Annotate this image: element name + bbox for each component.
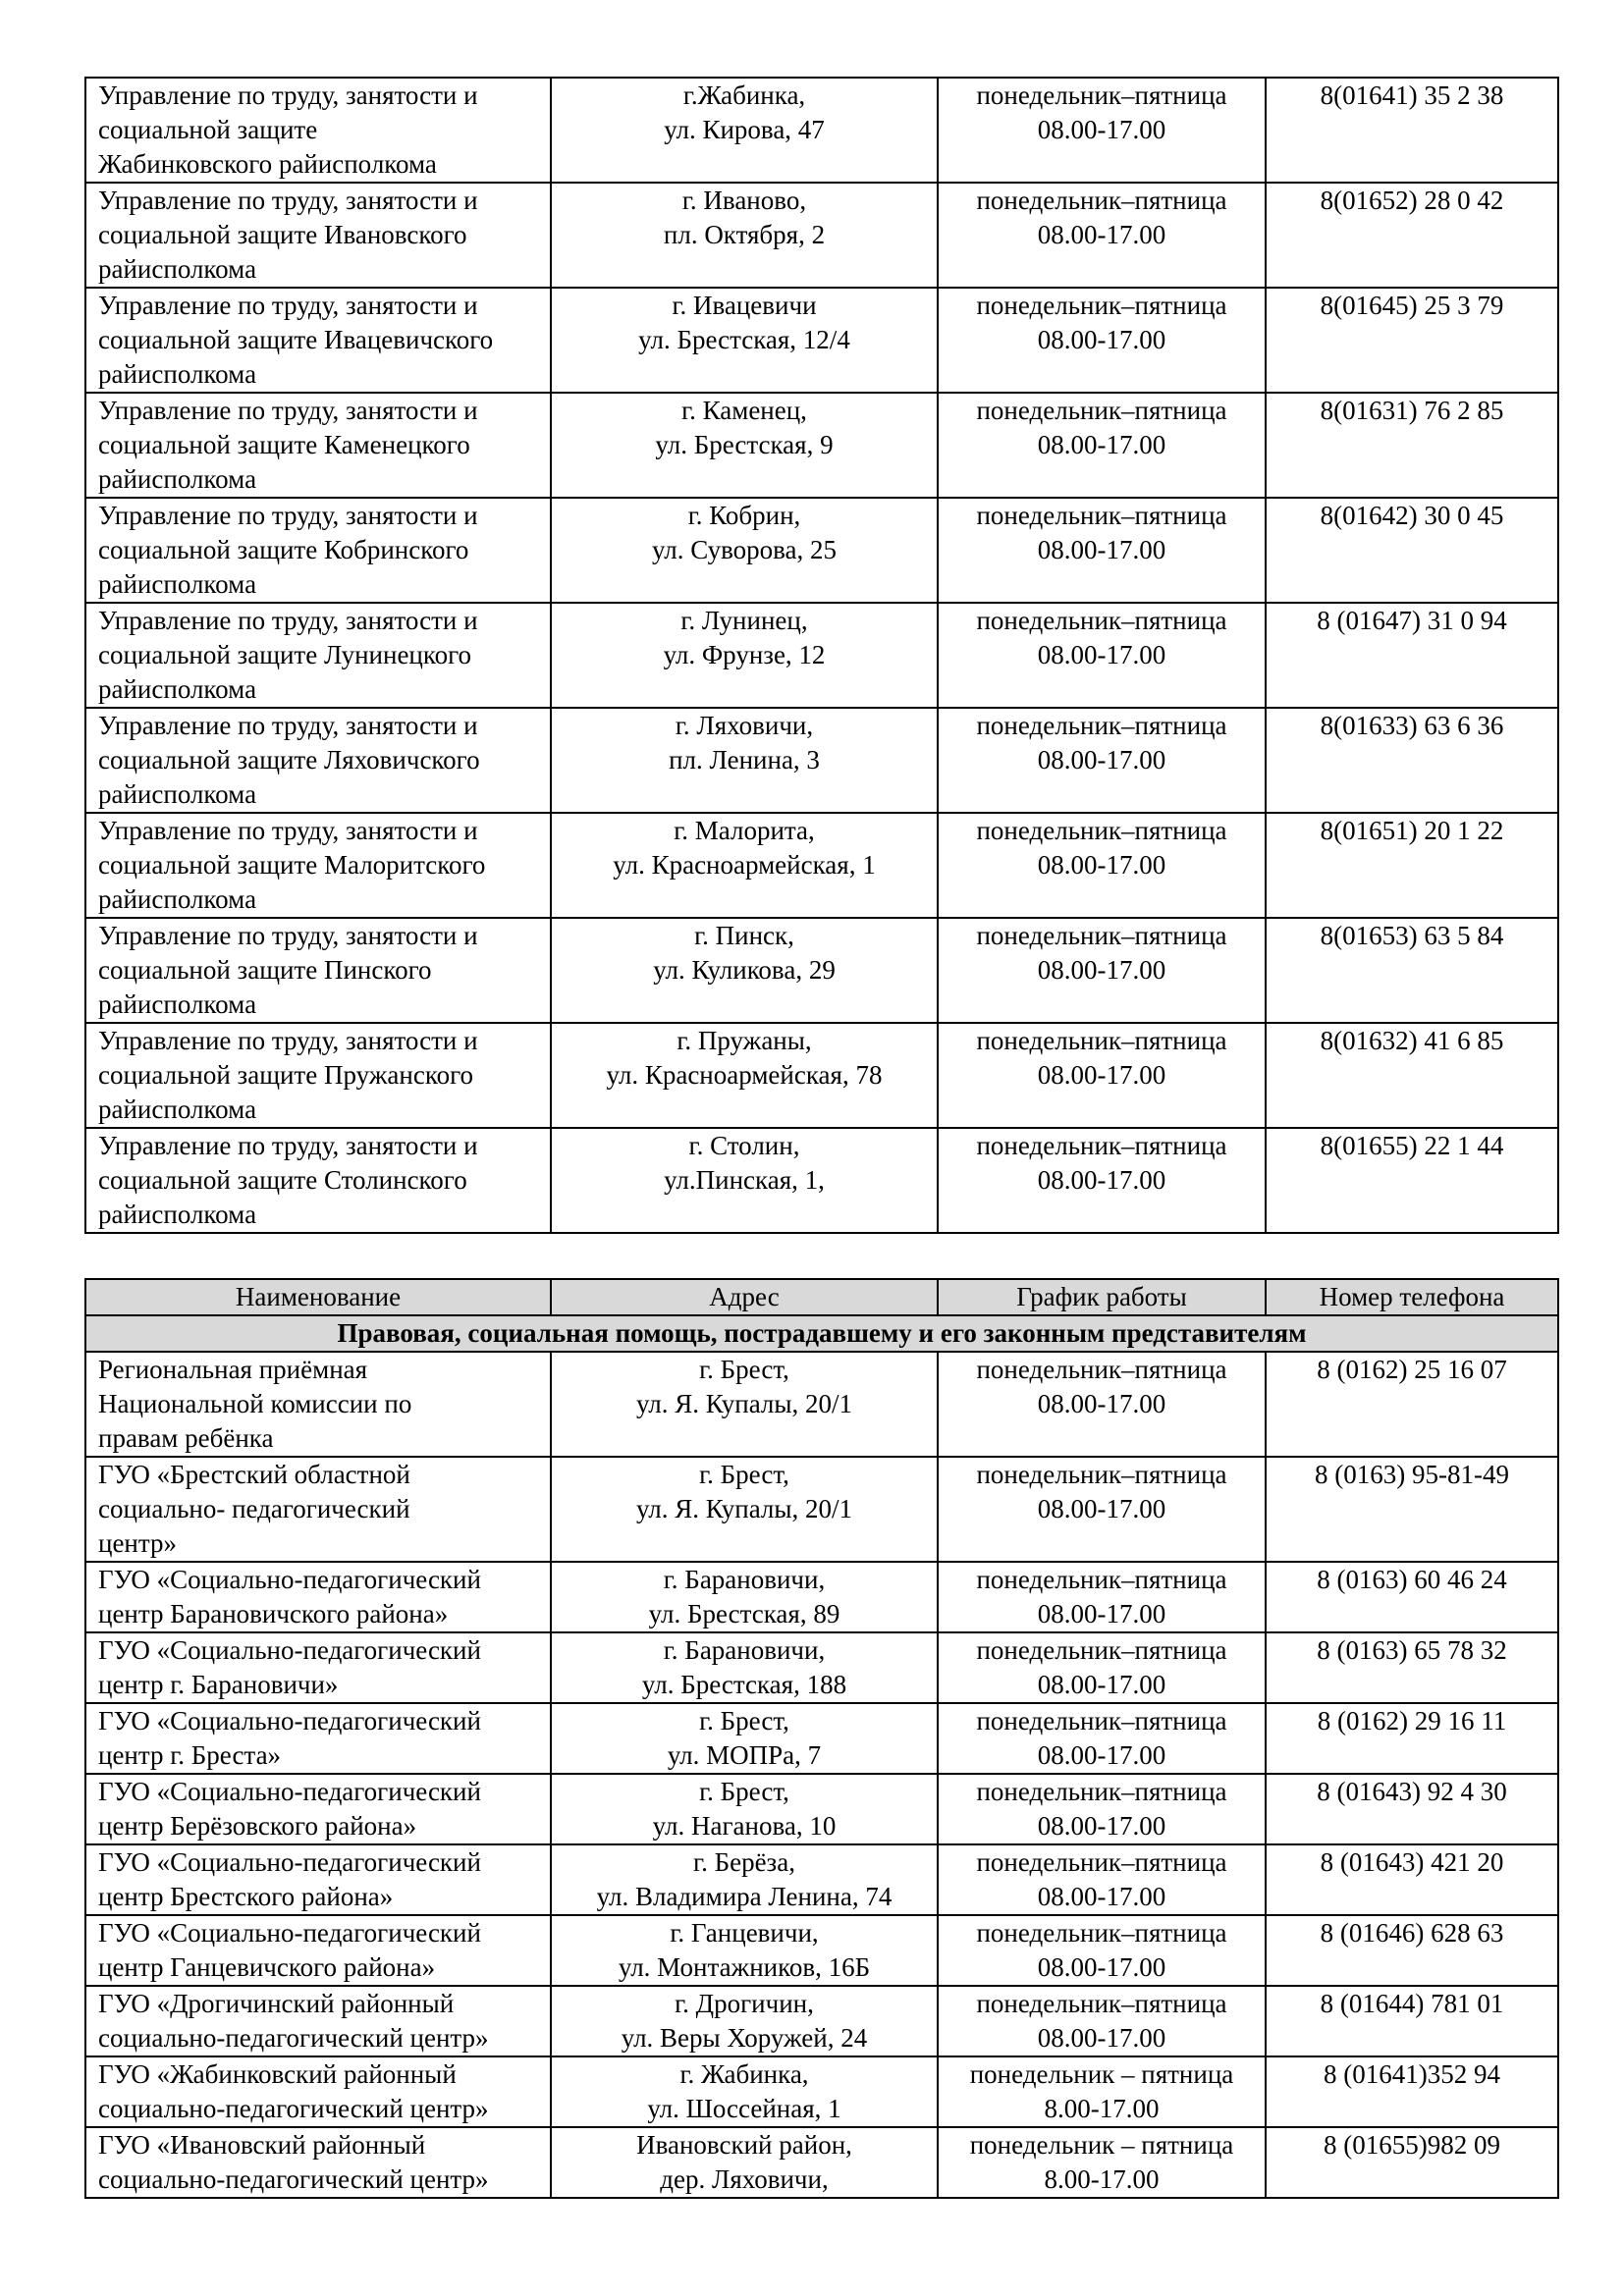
- address-line: ул.Пинская, 1,: [664, 1165, 825, 1195]
- schedule-line: понедельник – пятница: [969, 2130, 1234, 2160]
- office-name-cell: [85, 2127, 551, 2198]
- table-row: [85, 1632, 1558, 1703]
- office-name-cell: [85, 1844, 551, 1915]
- office-name-line: Управление по труду, занятости и: [98, 816, 478, 845]
- schedule-cell: [938, 1128, 1266, 1233]
- schedule-line: понедельник–пятница: [976, 1355, 1227, 1384]
- address-cell: [551, 78, 938, 183]
- address-cell: [551, 1703, 938, 1774]
- office-name-cell: [85, 708, 551, 813]
- office-name-line: райисполкома: [98, 1095, 257, 1124]
- address-line: г. Брест,: [699, 1355, 789, 1384]
- office-name-line: Региональная приёмная: [98, 1355, 368, 1384]
- office-name-line: ГУО «Социально-педагогический: [98, 1565, 481, 1594]
- schedule-cell: [938, 1986, 1266, 2056]
- phone-cell: 8 (01646) 628 63: [1266, 1915, 1558, 1986]
- address-line: ул. Куликова, 29: [653, 955, 836, 985]
- office-name-line: райисполкома: [98, 254, 257, 284]
- office-name-line: центр»: [98, 1528, 178, 1558]
- address-cell: [551, 1986, 938, 2056]
- office-name-cell: [85, 393, 551, 498]
- address-line: г. Малорита,: [674, 816, 815, 845]
- office-name-line: социально-педагогический центр»: [98, 2094, 489, 2123]
- address-cell: [551, 1352, 938, 1457]
- office-name-line: райисполкома: [98, 569, 257, 599]
- office-name-line: райисполкома: [98, 674, 257, 704]
- address-cell: [551, 708, 938, 813]
- phone-cell: 8(01655) 22 1 44: [1266, 1128, 1558, 1233]
- office-name-line: социальной защите Каменецкого: [98, 430, 470, 459]
- address-line: г. Каменец,: [681, 396, 807, 425]
- schedule-cell: [938, 1457, 1266, 1562]
- schedule-line: понедельник–пятница: [976, 1460, 1227, 1489]
- phone-cell: 8 (0163) 95-81-49: [1266, 1457, 1558, 1562]
- office-name-cell: [85, 1774, 551, 1844]
- schedule-line: понедельник–пятница: [976, 921, 1227, 950]
- table-row: [85, 288, 1558, 393]
- office-name-line: ГУО «Социально-педагогический: [98, 1777, 481, 1806]
- schedule-line: 08.00-17.00: [1037, 640, 1166, 669]
- office-name-line: райисполкома: [98, 1200, 257, 1229]
- header-phone: Номер телефона: [1266, 1279, 1558, 1315]
- office-name-line: социальной защите Лунинецкого: [98, 640, 472, 669]
- schedule-line: 08.00-17.00: [1037, 1599, 1166, 1629]
- office-name-line: Управление по труду, занятости и: [98, 291, 478, 320]
- address-line: ул. Веры Хоружей, 24: [621, 2023, 868, 2053]
- schedule-line: 08.00-17.00: [1037, 430, 1166, 459]
- office-name-line: Национальной комиссии по: [98, 1389, 412, 1418]
- phone-cell: 8 (0163) 65 78 32: [1266, 1632, 1558, 1703]
- office-name-line: ГУО «Ивановский районный: [98, 2130, 426, 2160]
- schedule-cell: [938, 2056, 1266, 2127]
- phone-cell: 8(01633) 63 6 36: [1266, 708, 1558, 813]
- phone-cell: 8 (01641)352 94: [1266, 2056, 1558, 2127]
- office-name-line: Жабинковского райисполкома: [98, 149, 437, 179]
- office-name-cell: [85, 498, 551, 603]
- address-line: г. Жабинка,: [679, 2059, 809, 2089]
- phone-cell: 8 (0162) 29 16 11: [1266, 1703, 1558, 1774]
- schedule-cell: [938, 183, 1266, 288]
- office-name-line: ГУО «Социально-педагогический: [98, 1706, 481, 1735]
- office-name-cell: [85, 1915, 551, 1986]
- phone-cell: 8(01641) 35 2 38: [1266, 78, 1558, 183]
- office-name-line: ГУО «Дрогичинский районный: [98, 1989, 455, 2018]
- phone-cell: 8(01652) 28 0 42: [1266, 183, 1558, 288]
- schedule-line: понедельник–пятница: [976, 606, 1227, 635]
- table-row: [85, 1915, 1558, 1986]
- schedule-line: понедельник–пятница: [976, 1777, 1227, 1806]
- address-cell: [551, 1632, 938, 1703]
- office-name-line: Управление по труду, занятости и: [98, 396, 478, 425]
- office-name-cell: [85, 78, 551, 183]
- phone-cell: 8 (0162) 25 16 07: [1266, 1352, 1558, 1457]
- office-name-line: Управление по труду, занятости и: [98, 921, 478, 950]
- table-row: [85, 1023, 1558, 1128]
- office-name-line: социальной защите Ивановского: [98, 220, 467, 249]
- office-name-line: правам ребёнка: [98, 1423, 274, 1453]
- office-name-line: ГУО «Жабинковский районный: [98, 2059, 457, 2089]
- address-line: ул. Брестская, 9: [655, 430, 834, 459]
- office-name-cell: [85, 1023, 551, 1128]
- schedule-line: 08.00-17.00: [1037, 115, 1166, 144]
- schedule-line: 08.00-17.00: [1037, 1811, 1166, 1841]
- phone-cell: 8 (0163) 60 46 24: [1266, 1562, 1558, 1632]
- address-line: ул. Наганова, 10: [652, 1811, 837, 1841]
- address-cell: [551, 918, 938, 1023]
- schedule-cell: [938, 1352, 1266, 1457]
- schedule-line: понедельник–пятница: [976, 291, 1227, 320]
- schedule-cell: [938, 813, 1266, 918]
- table-row: [85, 183, 1558, 288]
- schedule-cell: [938, 498, 1266, 603]
- address-line: г. Брест,: [699, 1460, 789, 1489]
- office-name-line: социально-педагогический центр»: [98, 2164, 489, 2194]
- office-name-line: социальной защите Ляховичского: [98, 745, 480, 774]
- schedule-line: 08.00-17.00: [1037, 535, 1166, 564]
- table-row: [85, 918, 1558, 1023]
- office-name-line: Управление по труду, занятости и: [98, 711, 478, 740]
- office-name-line: ГУО «Социально-педагогический: [98, 1918, 481, 1948]
- address-cell: [551, 1457, 938, 1562]
- office-name-line: социальной защите Малоритского: [98, 850, 486, 880]
- address-cell: [551, 2127, 938, 2198]
- schedule-line: 08.00-17.00: [1037, 745, 1166, 774]
- address-line: ул. Брестская, 12/4: [638, 325, 850, 354]
- schedule-line: понедельник–пятница: [976, 711, 1227, 740]
- table-row: [85, 1703, 1558, 1774]
- office-name-line: центр Брестского района»: [98, 1882, 394, 1911]
- schedule-line: понедельник–пятница: [976, 1706, 1227, 1735]
- address-line: г. Дрогичин,: [675, 1989, 814, 2018]
- table-row: [85, 393, 1558, 498]
- schedule-line: 08.00-17.00: [1037, 220, 1166, 249]
- address-line: г.Жабинка,: [682, 80, 806, 110]
- offices-table-labor: [84, 77, 1559, 1234]
- office-name-line: Управление по труду, занятости и: [98, 1026, 478, 1055]
- office-name-cell: [85, 918, 551, 1023]
- section-row: [85, 1315, 1558, 1352]
- address-line: ул. Кирова, 47: [664, 115, 825, 144]
- address-cell: [551, 1562, 938, 1632]
- schedule-cell: [938, 603, 1266, 708]
- table-row: [85, 1352, 1558, 1457]
- address-line: пл. Ленина, 3: [669, 745, 820, 774]
- address-cell: [551, 2056, 938, 2127]
- table-row: [85, 1844, 1558, 1915]
- offices-table-legal-aid: [84, 1278, 1559, 2199]
- schedule-line: понедельник–пятница: [976, 1918, 1227, 1948]
- phone-cell: 8(01642) 30 0 45: [1266, 498, 1558, 603]
- address-line: ул. Шоссейная, 1: [647, 2094, 841, 2123]
- office-name-line: социальной защите: [98, 115, 318, 144]
- schedule-cell: [938, 1844, 1266, 1915]
- office-name-line: Управление по труду, занятости и: [98, 501, 478, 530]
- address-line: ул. Красноармейская, 78: [606, 1060, 883, 1090]
- office-name-cell: [85, 183, 551, 288]
- schedule-line: понедельник–пятница: [976, 1565, 1227, 1594]
- table-row: [85, 1457, 1558, 1562]
- table-row: [85, 1562, 1558, 1632]
- offices-table-labor-body: [85, 78, 1558, 1233]
- address-cell: [551, 1915, 938, 1986]
- schedule-line: понедельник–пятница: [976, 396, 1227, 425]
- phone-cell: 8 (01647) 31 0 94: [1266, 603, 1558, 708]
- address-line: г. Лунинец,: [680, 606, 808, 635]
- address-line: г. Брест,: [699, 1706, 789, 1735]
- office-name-cell: [85, 1457, 551, 1562]
- office-name-line: социально-педагогический центр»: [98, 2023, 489, 2053]
- address-line: г. Барановичи,: [663, 1635, 826, 1665]
- office-name-cell: [85, 1128, 551, 1233]
- schedule-cell: [938, 1562, 1266, 1632]
- schedule-line: понедельник–пятница: [976, 1989, 1227, 2018]
- address-line: ул. Брестская, 188: [641, 1670, 847, 1699]
- schedule-line: 08.00-17.00: [1037, 2023, 1166, 2053]
- office-name-line: социальной защите Пружанского: [98, 1060, 473, 1090]
- office-name-line: центр г. Бреста»: [98, 1740, 282, 1770]
- offices-table-legal-aid-body: [85, 1315, 1558, 2198]
- schedule-cell: [938, 78, 1266, 183]
- schedule-line: 8.00-17.00: [1044, 2164, 1160, 2194]
- office-name-cell: [85, 1352, 551, 1457]
- schedule-cell: [938, 918, 1266, 1023]
- office-name-line: центр г. Барановичи»: [98, 1670, 339, 1699]
- address-line: ул. Я. Купалы, 20/1: [635, 1494, 853, 1523]
- section-title: Правовая, социальная помощь, пострадавшему и его законным представителям: [85, 1315, 1558, 1352]
- office-name-cell: [85, 1632, 551, 1703]
- phone-cell: 8 (01644) 781 01: [1266, 1986, 1558, 2056]
- address-line: ул. Брестская, 89: [648, 1599, 840, 1629]
- address-cell: [551, 1774, 938, 1844]
- address-line: г. Барановичи,: [663, 1565, 826, 1594]
- office-name-line: райисполкома: [98, 779, 257, 809]
- office-name-cell: [85, 1986, 551, 2056]
- address-line: ул. Фрунзе, 12: [663, 640, 826, 669]
- schedule-line: 08.00-17.00: [1037, 1165, 1166, 1195]
- office-name-line: райисполкома: [98, 884, 257, 914]
- schedule-line: понедельник – пятница: [969, 2059, 1234, 2089]
- address-line: ул. Я. Купалы, 20/1: [635, 1389, 853, 1418]
- address-cell: [551, 288, 938, 393]
- table-row: [85, 1128, 1558, 1233]
- office-name-cell: [85, 813, 551, 918]
- address-line: г. Столин,: [688, 1131, 800, 1160]
- address-line: г. Иваново,: [681, 186, 807, 215]
- address-cell: [551, 1023, 938, 1128]
- address-line: ул. Суворова, 25: [651, 535, 838, 564]
- office-name-line: райисполкома: [98, 359, 257, 389]
- schedule-cell: [938, 1703, 1266, 1774]
- schedule-cell: [938, 1632, 1266, 1703]
- schedule-line: понедельник–пятница: [976, 1635, 1227, 1665]
- address-line: пл. Октября, 2: [663, 220, 826, 249]
- office-name-cell: [85, 603, 551, 708]
- table-row: [85, 2056, 1558, 2127]
- office-name-line: ГУО «Социально-педагогический: [98, 1635, 481, 1665]
- address-line: Ивановский район,: [636, 2130, 852, 2160]
- schedule-line: понедельник–пятница: [976, 1131, 1227, 1160]
- schedule-line: 08.00-17.00: [1037, 1670, 1166, 1699]
- table-row: [85, 78, 1558, 183]
- phone-cell: 8(01631) 76 2 85: [1266, 393, 1558, 498]
- address-line: г. Пинск,: [694, 921, 794, 950]
- address-line: ул. Владимира Ленина, 74: [596, 1882, 893, 1911]
- office-name-line: райисполкома: [98, 464, 257, 494]
- schedule-cell: [938, 1023, 1266, 1128]
- address-cell: [551, 498, 938, 603]
- address-line: г. Ганцевичи,: [670, 1918, 819, 1948]
- table-header-row: [85, 1279, 1558, 1315]
- schedule-line: 08.00-17.00: [1037, 850, 1166, 880]
- address-cell: [551, 1128, 938, 1233]
- office-name-line: райисполкома: [98, 989, 257, 1019]
- schedule-line: 08.00-17.00: [1037, 1952, 1166, 1982]
- schedule-line: 08.00-17.00: [1037, 1389, 1166, 1418]
- address-cell: [551, 393, 938, 498]
- address-line: дер. Ляховичи,: [660, 2164, 829, 2194]
- office-name-line: социальной защите Пинского: [98, 955, 432, 985]
- address-cell: [551, 813, 938, 918]
- schedule-line: 08.00-17.00: [1037, 1060, 1166, 1090]
- address-line: г. Берёза,: [693, 1847, 795, 1877]
- office-name-line: центр Берёзовского района»: [98, 1811, 417, 1841]
- table-row: [85, 1774, 1558, 1844]
- phone-cell: 8 (01655)982 09: [1266, 2127, 1558, 2198]
- schedule-line: 08.00-17.00: [1037, 325, 1166, 354]
- address-line: г. Пружаны,: [677, 1026, 812, 1055]
- phone-cell: 8 (01643) 421 20: [1266, 1844, 1558, 1915]
- table-row: [85, 813, 1558, 918]
- phone-cell: 8(01645) 25 3 79: [1266, 288, 1558, 393]
- schedule-line: 08.00-17.00: [1037, 1882, 1166, 1911]
- office-name-line: Управление по труду, занятости и: [98, 1131, 478, 1160]
- schedule-cell: [938, 1774, 1266, 1844]
- schedule-line: 8.00-17.00: [1044, 2094, 1160, 2123]
- schedule-line: 08.00-17.00: [1037, 955, 1166, 985]
- office-name-line: центр Барановичского района»: [98, 1599, 449, 1629]
- office-name-line: социальной защите Столинского: [98, 1165, 467, 1195]
- table-row: [85, 2127, 1558, 2198]
- address-cell: [551, 1844, 938, 1915]
- address-line: г. Кобрин,: [687, 501, 801, 530]
- schedule-cell: [938, 708, 1266, 813]
- address-line: г. Брест,: [699, 1777, 789, 1806]
- address-cell: [551, 183, 938, 288]
- office-name-line: Управление по труду, занятости и: [98, 606, 478, 635]
- phone-cell: 8 (01643) 92 4 30: [1266, 1774, 1558, 1844]
- header-name: Наименование: [85, 1279, 551, 1315]
- table-row: [85, 708, 1558, 813]
- office-name-cell: [85, 1562, 551, 1632]
- schedule-line: 08.00-17.00: [1037, 1740, 1166, 1770]
- schedule-line: понедельник–пятница: [976, 80, 1227, 110]
- address-cell: [551, 603, 938, 708]
- office-name-line: социально- педагогический: [98, 1494, 410, 1523]
- office-name-cell: [85, 1703, 551, 1774]
- header-address: Адрес: [551, 1279, 938, 1315]
- table-row: [85, 603, 1558, 708]
- phone-cell: 8(01651) 20 1 22: [1266, 813, 1558, 918]
- office-name-line: социальной защите Ивацевичского: [98, 325, 494, 354]
- schedule-line: понедельник–пятница: [976, 1847, 1227, 1877]
- office-name-line: Управление по труду, занятости и: [98, 186, 478, 215]
- schedule-cell: [938, 288, 1266, 393]
- address-line: ул. МОПРа, 7: [667, 1740, 822, 1770]
- header-schedule: График работы: [938, 1279, 1266, 1315]
- schedule-line: понедельник–пятница: [976, 816, 1227, 845]
- office-name-line: социальной защите Кобринского: [98, 535, 469, 564]
- schedule-cell: [938, 393, 1266, 498]
- schedule-cell: [938, 1915, 1266, 1986]
- schedule-line: понедельник–пятница: [976, 501, 1227, 530]
- office-name-line: ГУО «Социально-педагогический: [98, 1847, 481, 1877]
- office-name-line: центр Ганцевичского района»: [98, 1952, 436, 1982]
- office-name-cell: [85, 2056, 551, 2127]
- address-line: г. Ляховичи,: [675, 711, 814, 740]
- office-name-cell: [85, 288, 551, 393]
- address-line: ул. Монтажников, 16Б: [618, 1952, 871, 1982]
- table-row: [85, 498, 1558, 603]
- schedule-line: понедельник–пятница: [976, 186, 1227, 215]
- schedule-cell: [938, 2127, 1266, 2198]
- table-row: [85, 1986, 1558, 2056]
- address-line: г. Ивацевичи: [672, 291, 817, 320]
- address-line: ул. Красноармейская, 1: [613, 850, 876, 880]
- phone-cell: 8(01632) 41 6 85: [1266, 1023, 1558, 1128]
- office-name-line: ГУО «Брестский областной: [98, 1460, 410, 1489]
- schedule-line: понедельник–пятница: [976, 1026, 1227, 1055]
- office-name-line: Управление по труду, занятости и: [98, 80, 478, 110]
- schedule-line: 08.00-17.00: [1037, 1494, 1166, 1523]
- phone-cell: 8(01653) 63 5 84: [1266, 918, 1558, 1023]
